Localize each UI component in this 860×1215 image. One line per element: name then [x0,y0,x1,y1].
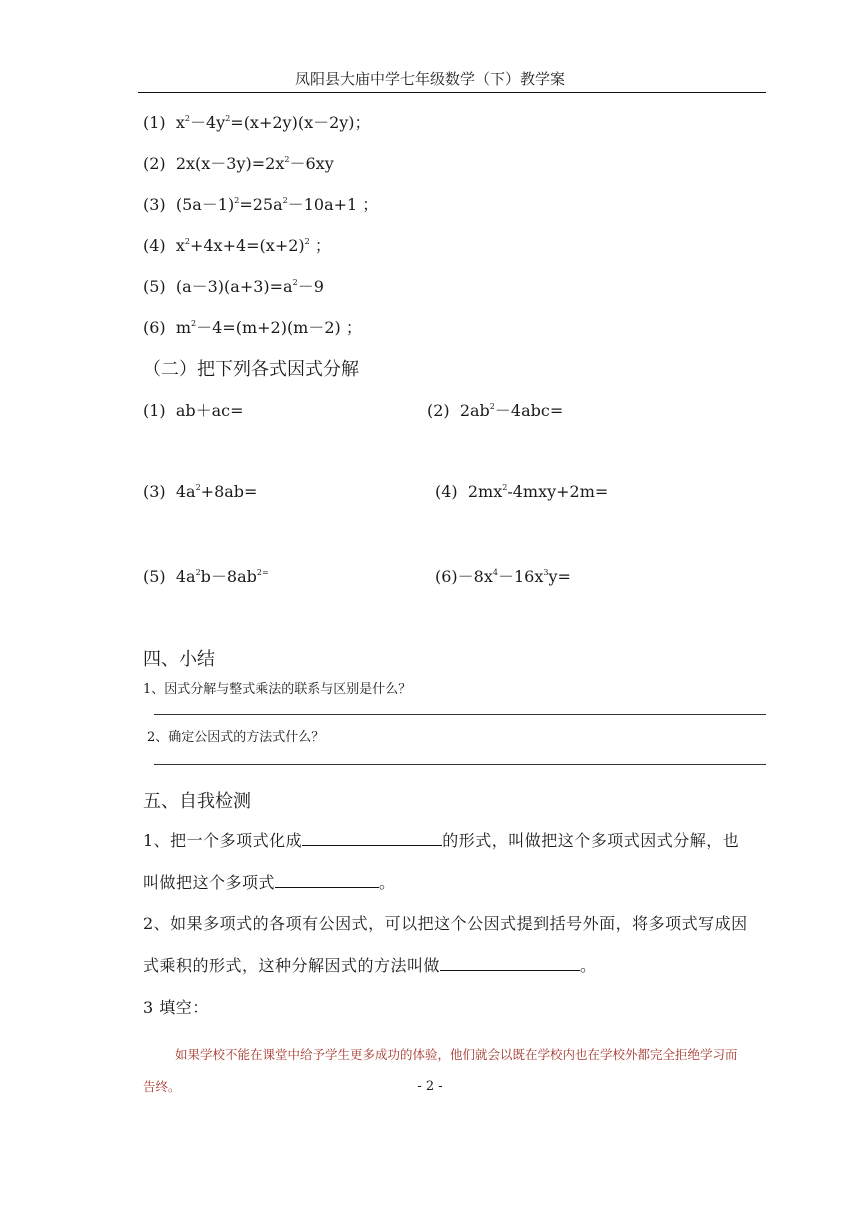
equation-1: (1) $x^2-4y^2=(x+2y)(x-2y)$； [143,113,371,132]
selfcheck-paragraph-1-line-2 [143,870,396,893]
fill-blank-3[interactable] [440,956,580,971]
summary-question-2: 2、确定公因式的方法式什么？ [147,730,325,745]
equation-6: (6) $m^2-4=(m+2)(m-2)$ ； [143,318,362,337]
fill-blank-1[interactable] [302,831,442,846]
p1-text-b: 的形式，叫做把这个多项式因式分解，也 [442,831,740,850]
summary-question-1: 1、因式分解与整式乘法的联系与区别是什么？ [143,682,412,697]
equation-3: (3) $(5a-1)^2=25a^2-10a+1$ ； [143,195,379,214]
selfcheck-title: 五、自我检测 [143,791,251,812]
p2-text-b: 式乘积的形式，这种分解因式的方法叫做 [143,956,441,975]
footer-quote-line-1: 如果学校不能在课堂中给予学生更多成功的体验，他们就会以既在学校内也在学校外都完全拒绝学习而 [175,1047,738,1062]
equation-2: (2) $2x(x-3y)=2x^2-6xy$ [143,154,334,173]
selfcheck-paragraph-2-line-1: 2、如果多项式的各项有公因式，可以把这个公因式提到括号外面，将多项式写成因 [143,914,748,933]
problem-1: (1) ab＋ac= [143,401,244,420]
summary-title: 四、小结 [143,649,215,670]
p1-text-c: 叫做把这个多项式 [143,873,276,892]
problem-6: $(6)-8x^4-16x^3y=$ [435,567,571,586]
fill-blank-2[interactable] [275,873,379,888]
page-number: - 2 - [417,1079,443,1094]
p1-text-d: 。 [379,873,396,892]
answer-line-1 [154,714,766,715]
p2-text-c: 。 [580,956,597,975]
problem-4: (4) $2mx^2-4mxy+2m=$ [435,482,609,501]
selfcheck-paragraph-1-line-1 [143,828,739,851]
problem-3: (3) $4a^2+8ab=$ [143,482,258,501]
page-header-title: 凤阳县大庙中学七年级数学（下）教学案 [294,70,565,88]
header-rule [138,92,766,93]
answer-line-2 [154,764,766,765]
equation-4: (4) $x^2+4x+4=(x+2)^2$ ； [143,236,331,255]
selfcheck-paragraph-2-line-2 [143,953,597,976]
selfcheck-fill-in-label: 3 填空： [143,998,209,1017]
footer-quote-line-2: 告终。 [143,1079,181,1094]
p1-text-a: 1、把一个多项式化成 [143,831,303,850]
problem-5: (5) $4a^2b-8ab^{2=}$ [143,567,269,586]
problem-2: (2) $2ab^2-4abc=$ [427,401,564,420]
equation-5: (5) $(a-3)(a+3)=a^2-9$ [143,277,324,296]
section2-title: （二）把下列各式因式分解 [143,359,359,380]
